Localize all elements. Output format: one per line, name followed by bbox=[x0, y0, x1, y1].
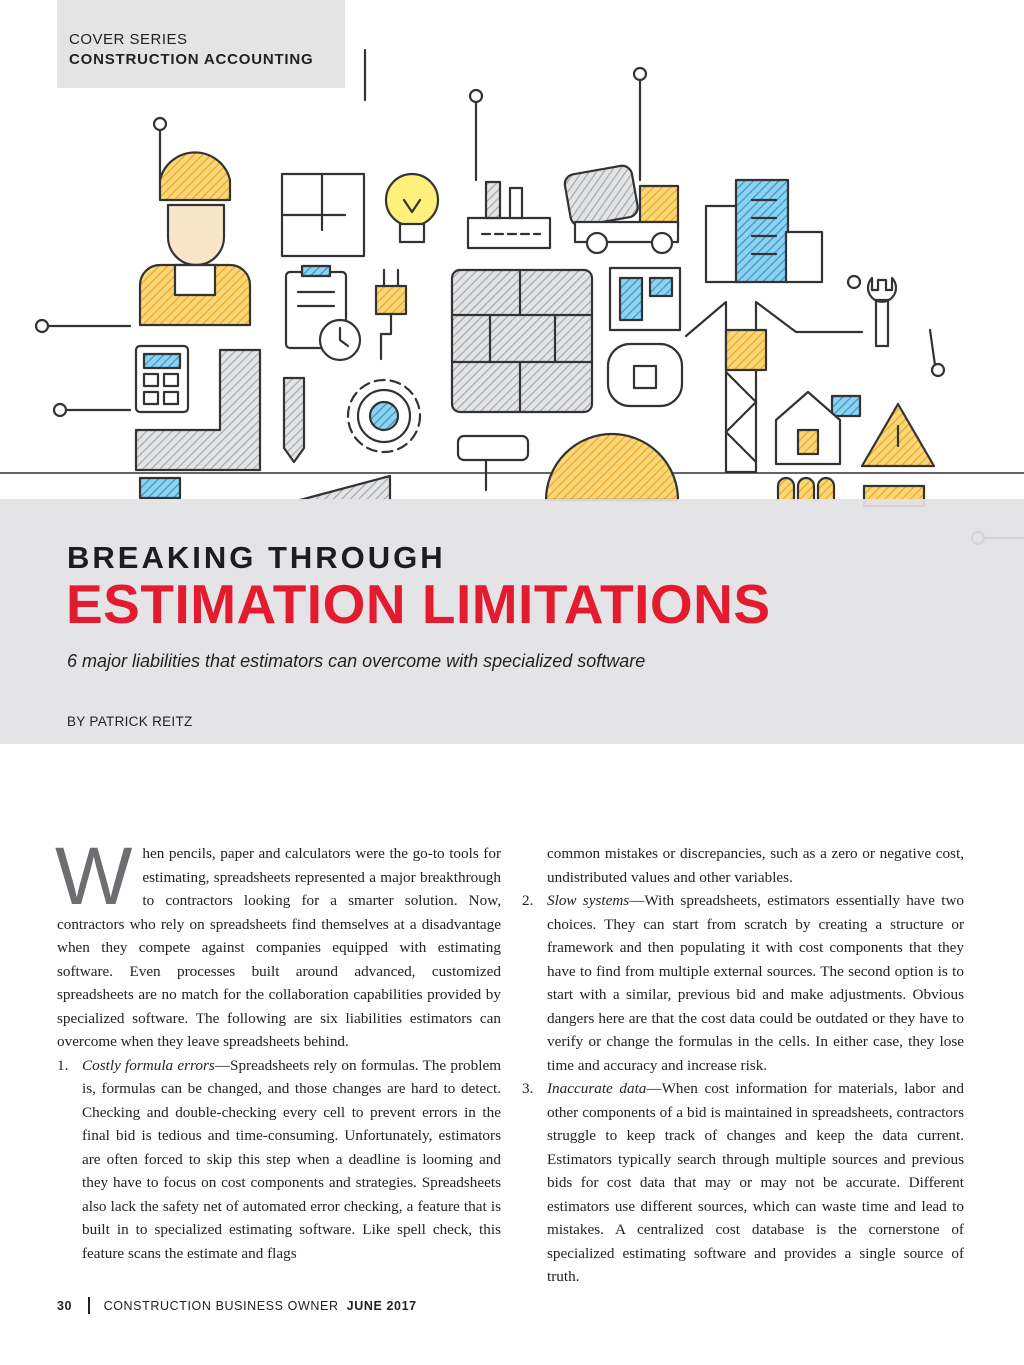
article-kicker: BREAKING THROUGH bbox=[67, 540, 446, 575]
floor-plan-icon bbox=[282, 174, 364, 256]
gear-icon bbox=[348, 380, 420, 452]
article-byline: BY PATRICK REITZ bbox=[67, 714, 193, 729]
list-item-title: Inaccurate data bbox=[547, 1080, 647, 1097]
list-item-title: Costly formula errors bbox=[82, 1056, 215, 1074]
list-item-number: 2. bbox=[522, 892, 534, 909]
pencil-icon bbox=[284, 378, 304, 462]
list-item-number: 1. bbox=[57, 1056, 69, 1074]
intro-paragraph bbox=[55, 831, 501, 1054]
list-item bbox=[522, 889, 964, 1077]
list-item bbox=[522, 1077, 964, 1289]
electric-plug-icon bbox=[376, 270, 406, 359]
clipboard-icon bbox=[286, 266, 360, 360]
window-icon bbox=[610, 268, 680, 330]
tape-measure-icon bbox=[608, 344, 682, 406]
article-column-left bbox=[55, 831, 502, 1265]
series-label: COVER SERIES bbox=[69, 31, 188, 48]
page-footer bbox=[57, 1297, 417, 1314]
brick-wall-icon bbox=[452, 270, 592, 412]
light-bulb-icon bbox=[386, 174, 438, 242]
list-item-text: —With spreadsheets, estimators essentially have two choices. They can start from scratch by creating a structure or framework and then populating it with cost components that they have to find from multiple external sources. The second option is to start with a similar, previous bid and make adjustments. Obvious dangers here are that the cost data could be outdated or they have to verify or change the formulas in the cells. In either case, they lose time and accuracy and increase risk. bbox=[547, 892, 965, 1074]
hard-hat-icon bbox=[546, 434, 678, 500]
list-item-text: —Spreadsheets rely on formulas. The problem is, formulas can be changed, and those changes are hard to detect. Checking and double-checking every cell to prevent errors in the final bid is tedious and time-consuming. Unfortunately, estimators are often forced to skip this step when a deadline is looming and they have to focus on cost components and strategies. Spreadsheets also lack the safety net of automated error checking, a feature that is built in to specialized estimating software. Like spell check, this feature scans the estimate and flags bbox=[82, 1056, 502, 1262]
series-name: CONSTRUCTION ACCOUNTING bbox=[69, 51, 314, 68]
article-dek: 6 major liabilities that estimators can overcome with specialized software bbox=[67, 651, 646, 671]
house-icon bbox=[776, 392, 840, 464]
list-item-title: Slow systems bbox=[547, 892, 630, 909]
cement-mixer-truck-icon bbox=[563, 164, 678, 253]
construction-icons-illustration bbox=[0, 0, 1024, 560]
construction-worker-icon bbox=[140, 152, 250, 325]
drop-cap: W bbox=[55, 831, 133, 922]
list-item-continuation: common mistakes or discrepancies, such as a zero or negative cost, undistributed values and other variables. bbox=[547, 845, 964, 886]
issue-date: JUNE 2017 bbox=[346, 1299, 417, 1313]
list-item bbox=[57, 1054, 501, 1266]
page-number: 30 bbox=[57, 1299, 73, 1313]
publication-name: CONSTRUCTION BUSINESS OWNER bbox=[103, 1299, 339, 1313]
article-column-right bbox=[522, 842, 964, 1289]
wrench-icon bbox=[868, 278, 896, 346]
footer-divider bbox=[88, 1297, 90, 1314]
factory-icon bbox=[468, 182, 550, 248]
article-headline: ESTIMATION LIMITATIONS bbox=[66, 573, 771, 635]
office-buildings-icon bbox=[706, 180, 822, 282]
calculator-icon bbox=[136, 346, 188, 412]
warning-sign-icon bbox=[862, 404, 934, 466]
list-item-number: 3. bbox=[522, 1080, 534, 1097]
list-item-text: —When cost information for materials, labor and other components of a bid is maintained in spreadsheets, contractors struggle to keep track of changes and keep the data current. Estimators typically search through multiple sources and previous bids for cost data that may or may not be accurate. Different estimators use different sources, which can waste time and lead to mistakes. A centralized cost database is the cornerstone of specialized estimating software and provides a single source of truth. bbox=[547, 1080, 964, 1285]
intro-text: hen pencils, paper and calculators were the go-to tools for estimating, spreadsheets represented a major breakthrough to contractors looking for a smarter solution. Now, contractors who rely on spreadsheets find themselves at a disadvantage when they compete against companies equipped with estimating software. Even processes built around advanced, customized spreadsheets are no match for the collaboration capabilities provided by specialized software. The following are six liabilities estimators can overcome when they leave spreadsheets behind. bbox=[57, 845, 501, 1050]
paint-roller-icon bbox=[458, 436, 528, 490]
